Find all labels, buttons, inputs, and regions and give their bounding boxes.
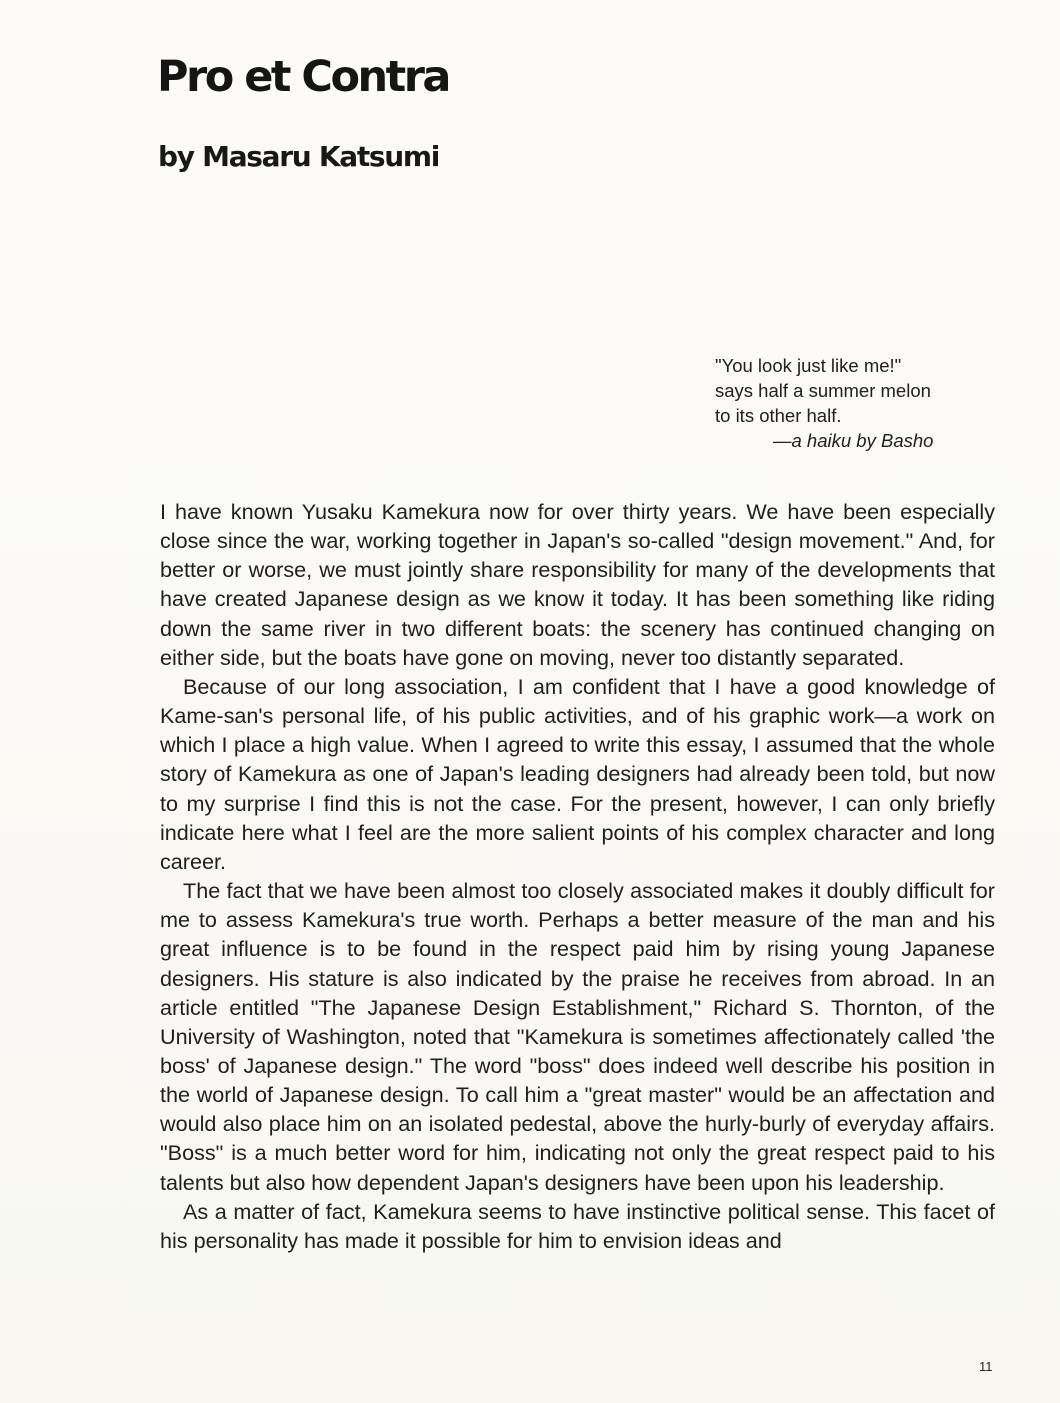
article-byline: by Masaru Katsumi [158,140,440,173]
article-body [160,497,995,1255]
article-title: Pro et Contra [157,52,449,102]
body-paragraph: Because of our long association, I am confident that I have a good knowledge of Kame-san's personal life, of his public activities, and of his graphic work—a work on which I place a high value. When I agreed to write this essay, I assumed that the whole story of Kamekura as one of Japan's leading designers had already been told, but now to my surprise I find this is not the case. For the present, however, I can only briefly indicate here what I feel are the more salient points of his complex character and long career. [160,673,995,874]
haiku-epigraph [715,353,975,453]
body-paragraph: The fact that we have been almost too closely associated makes it doubly difficult for me to assess Kamekura's true worth. Perhaps a better measure of the man and his great influence is to be found in the respect paid him by rising young Japanese designers. His stature is also indicated by the praise he receives from abroad. In an article entitled "The Japanese Design Establishment," Richard S. Thornton, of the University of Washington, noted that "Kamekura is sometimes affectionately called 'the boss' of Japanese design." The word "boss" does indeed well describe his position in the world of Japanese design. To call him a "great master" would be an affectation and would also place him on an isolated pedestal, above the hurly-burly of everyday affairs. "Boss" is a much better word for him, indicating not only the great respect paid to his talents but also how dependent Japan's designers have been upon his leadership. [160,878,995,1195]
page-number: 11 [979,1359,993,1374]
haiku-line: to its other half. [715,405,842,426]
haiku-line: "You look just like me!" [715,355,902,376]
haiku-attribution: —a haiku by Basho [773,430,934,451]
body-paragraph: I have known Yusaku Kamekura now for over thirty years. We have been especially close since the war, working together in Japan's so-called "design movement." And, for better or worse, we must jointly share responsibility for many of the developments that have created Japanese design as we know it today. It has been something like riding down the same river in two different boats: the scenery has continued changing on either side, but the boats have gone on moving, never too distantly separated. [160,499,995,670]
haiku-line: says half a summer melon [715,380,931,401]
body-paragraph: As a matter of fact, Kamekura seems to have instinctive political sense. This facet of his personality has made it possible for him to envision ideas and [160,1198,995,1253]
